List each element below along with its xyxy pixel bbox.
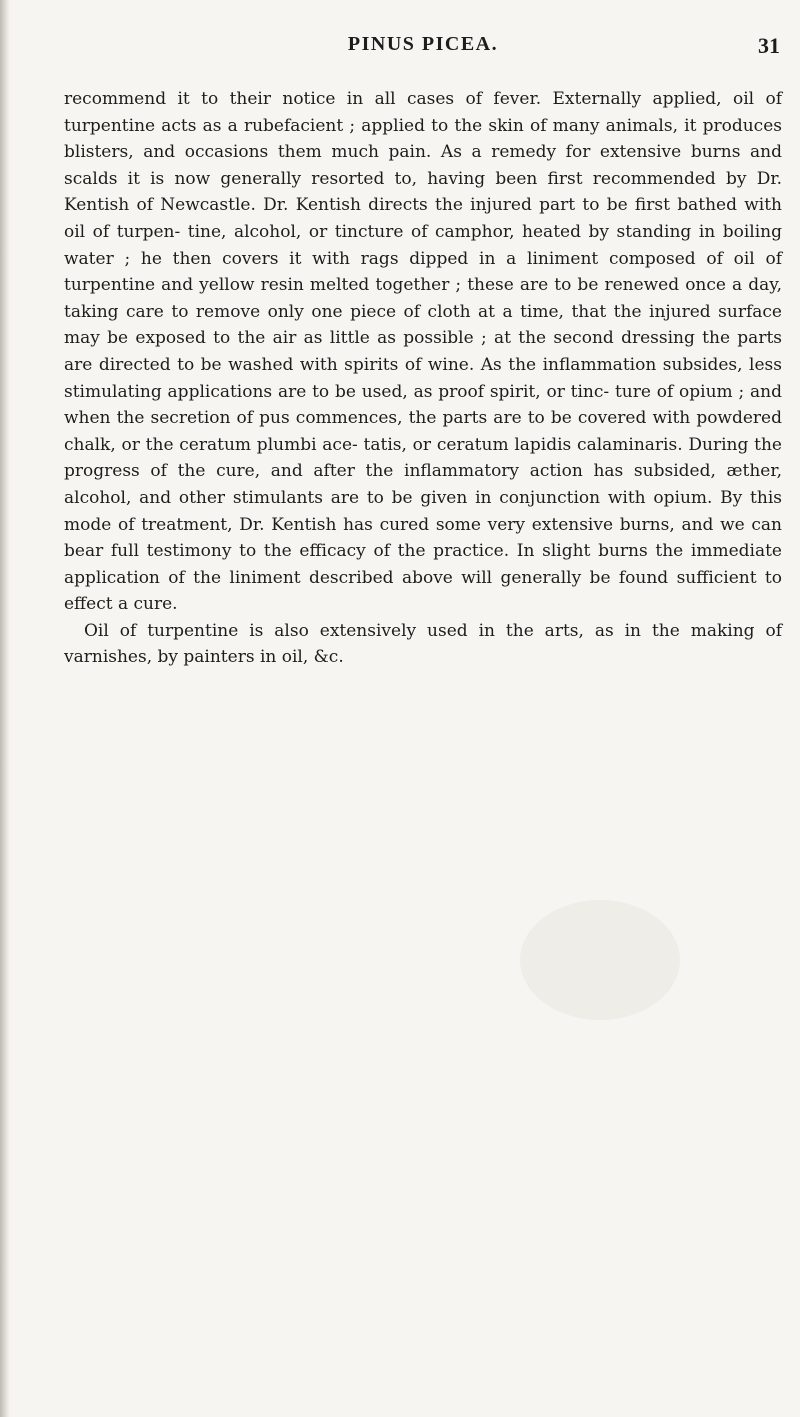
paragraph-turpentine-arts: Oil of turpentine is also extensively used in the arts, as in the making of varnishes, by painters in oil, &c. [64, 620, 782, 668]
page-number: 31 [758, 33, 780, 58]
running-title: PINUS PICEA. [347, 33, 499, 55]
paper-stain [520, 900, 680, 1020]
body-text [64, 86, 782, 671]
page-header [64, 33, 782, 63]
paragraph-turpentine-burns: recommend it to their notice in all cases of fever. Externally applied, oil of turpentine acts as a rubefacient ; applied to the skin of many animals, it produces blisters, and occasions them much pain. As a remedy for extensive burns and scalds it is now generally resorted to, having been first recommended by Dr. Kentish of Newcastle. Dr. Kentish directs the injured part to be first bathed with oil of turpen- tine, alcohol, or tincture of camphor, heated by standing in boiling water ; he then covers it with rags dipped in a liniment composed of oil of turpentine and yellow resin melted together ; these are to be renewed once a day, taking care to remove only one piece of cloth at a time, that the injured surface may be exposed to the air as little as possible ; at the second dressing the parts are directed to be washed with spirits of wine. As the inflammation subsides, less stimulating applications are to be used, as proof spirit, or tinc- ture of opium ; and when the secretion of pus commences, the parts are to be covered with powdered chalk, or the ceratum plumbi ace- tatis, or ceratum lapidis calaminaris. During the progress of the cure, and after the inflammatory action has subsided, æther, alcohol, and other stimulants are to be given in conjunction with opium. By this mode of treatment, Dr. Kentish has cured some very extensive burns, and we can bear full testimony to the efficacy of the practice. In slight burns the immediate application of the liniment described above will generally be found sufficient to effect a cure. [64, 89, 782, 615]
page-binding-edge [0, 0, 10, 1417]
